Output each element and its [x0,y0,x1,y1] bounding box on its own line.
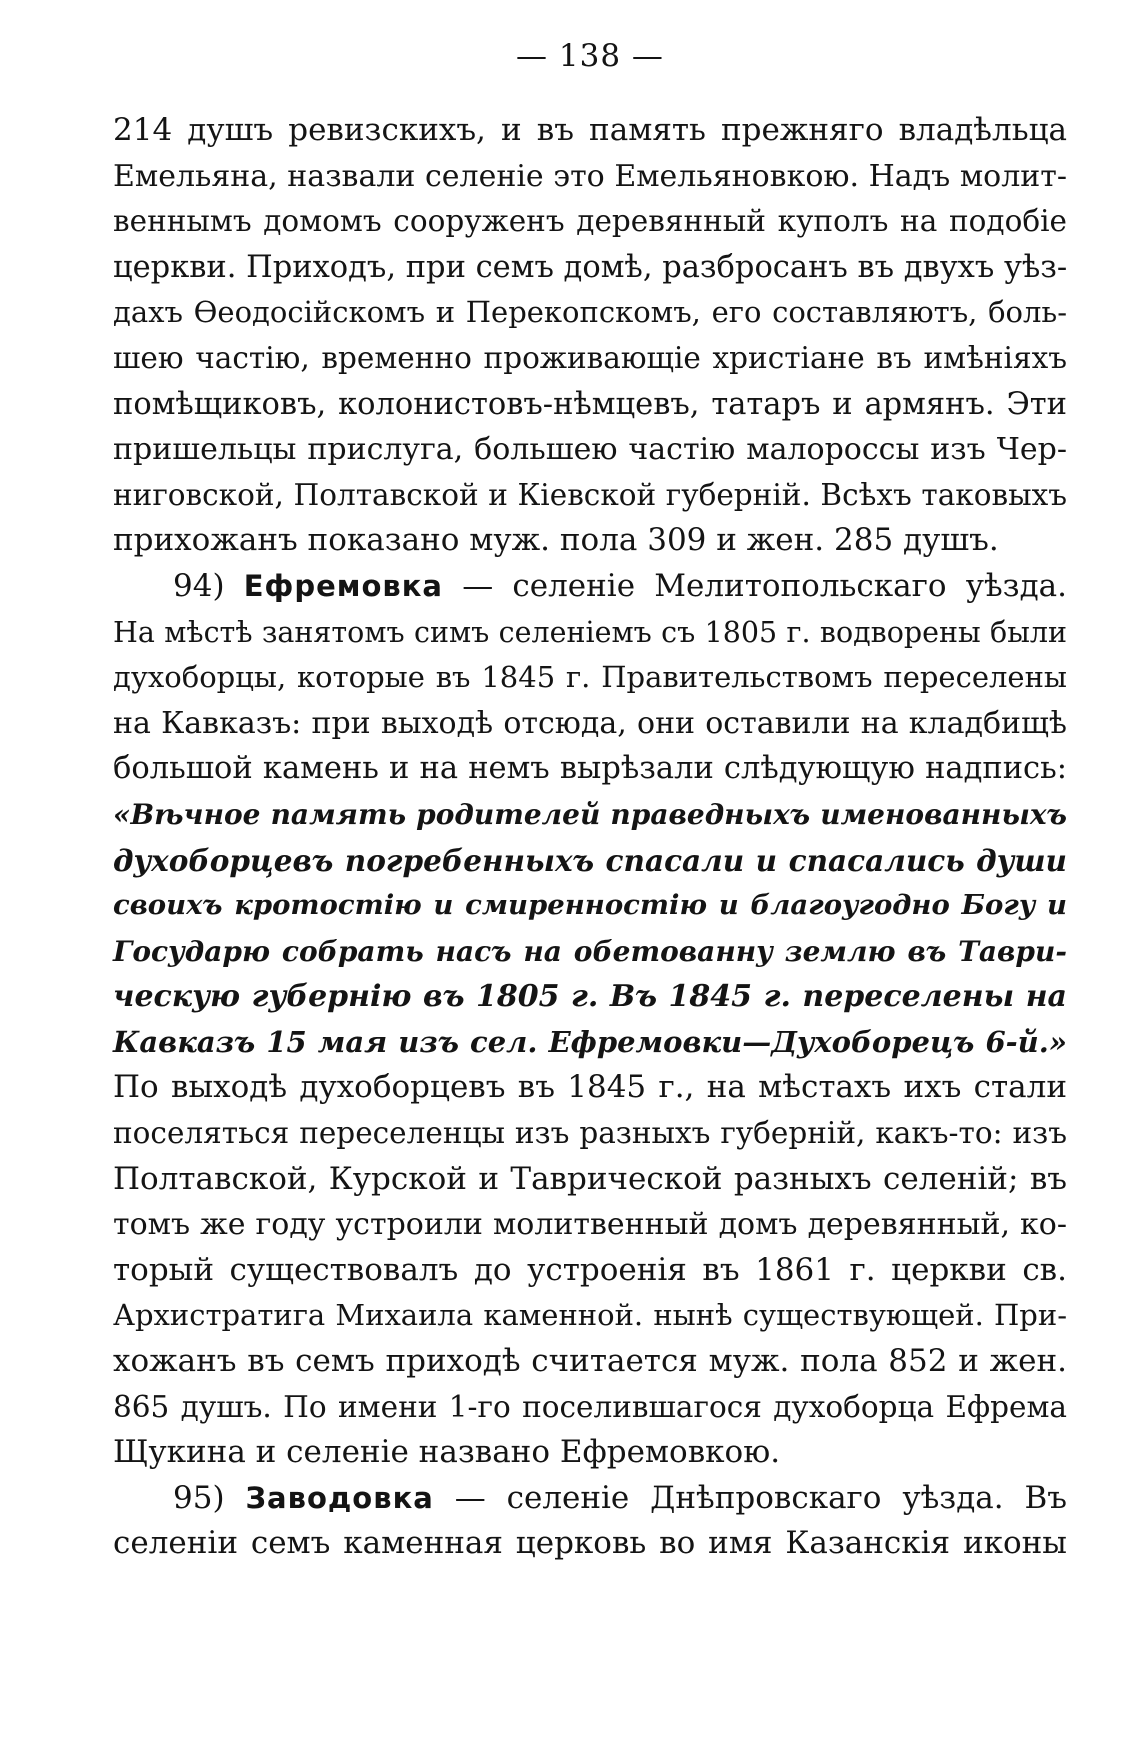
text-line: Архистратига Михаила каменной. нынѣ существующей. При- [113,1298,1067,1333]
text-line: большой камень и на немъ вырѣзали слѣдующую надпись: [113,751,1067,787]
inscription-line: Кавказъ 15 мая изъ сел. Ефремовки—Духоборецъ 6-й.» [113,1024,1067,1059]
text-line: пришельцы прислуга, большею частію малороссы изъ Чер- [113,432,1067,468]
text-line: духоборцы, которые въ 1845 г. Правительствомъ переселены [113,660,1067,695]
text-line: прихожанъ показано муж. пола 309 и жен. 285 душъ. [113,522,999,559]
document-page [113,0,1067,1749]
inscription-line: Государю собрать насъ на обетованну землю въ Таври- [113,934,1067,968]
entry-name: Заводовка [245,1480,434,1515]
text-line: ниговской, Полтавской и Кіевской губерній. Всѣхъ таковыхъ [113,477,1067,512]
text-line: веннымъ домомъ сооруженъ деревянный куполъ на подобіе [113,204,1067,239]
inscription-line: «Вѣчное память родителей праведныхъ именованныхъ [113,797,1067,831]
entry-number: 94) [173,567,225,604]
text-line: дахъ Ѳеодосійскомъ и Перекопскомъ, его составляютъ, боль- [113,295,1067,330]
text-line: Щукина и селеніе названо Ефремовкою. [113,1434,781,1471]
entry-description: — селеніе Мелитопольскаго уѣзда. [462,567,1067,604]
text-line: томъ же году устроили молитвенный домъ деревянный, ко- [113,1207,1067,1243]
entry-94-heading [113,564,1067,610]
text-line: 865 душъ. По имени 1-го поселившагося духоборца Ефрема [113,1389,1067,1424]
text-line: По выходѣ духоборцевъ въ 1845 г., на мѣстахъ ихъ стали [113,1069,1067,1106]
text-line: торый существовалъ до устроенія въ 1861 г. церкви св. [113,1251,1067,1288]
entry-95-heading [113,1476,1067,1522]
text-line: на Кавказъ: при выходѣ отсюда, они оставили на кладбищѣ [113,705,1067,741]
text-line: помѣщиковъ, колонистовъ-нѣмцевъ, татаръ и армянъ. Эти [113,386,1067,422]
text-line: На мѣстѣ занятомъ симъ селеніемъ съ 1805 г. водворены были [113,615,1067,649]
text-line: церкви. Приходъ, при семъ домѣ, разбросанъ въ двухъ уѣз- [113,249,1068,285]
page-number: — 138 — [516,38,664,74]
text-line: Полтавской, Курской и Таврической разныхъ селеній; въ [113,1160,1067,1197]
text-line: хожанъ въ семъ приходѣ считается муж. пола 852 и жен. [113,1343,1067,1380]
text-body [113,108,1067,1567]
inscription-line: духоборцевъ погребенныхъ спасали и спасались души [113,842,1067,878]
text-line: селеніи семъ каменная церковь во имя Казанскія иконы [113,1525,1067,1562]
inscription-line: ческую губернію въ 1805 г. Въ 1845 г. переселены на [113,979,1067,1015]
entry-name: Ефремовка [243,568,443,603]
inscription-line: своихъ кротостію и смиренностію и благоугодно Богу и [113,889,1067,922]
text-line: поселяться переселенцы изъ разныхъ губерній, какъ-то: изъ [113,1116,1067,1151]
text-line: 214 душъ ревизскихъ, и въ память прежняго владѣльца [113,112,1067,148]
text-line: Емельяна, назвали селеніе это Емельяновкою. Надъ молит- [113,158,1067,194]
entry-description: — селеніе Днѣпровскаго уѣзда. Въ [454,1479,1067,1516]
entry-number: 95) [173,1479,225,1516]
text-line: шею частію, временно проживающіе христіане въ имѣніяхъ [113,340,1067,375]
